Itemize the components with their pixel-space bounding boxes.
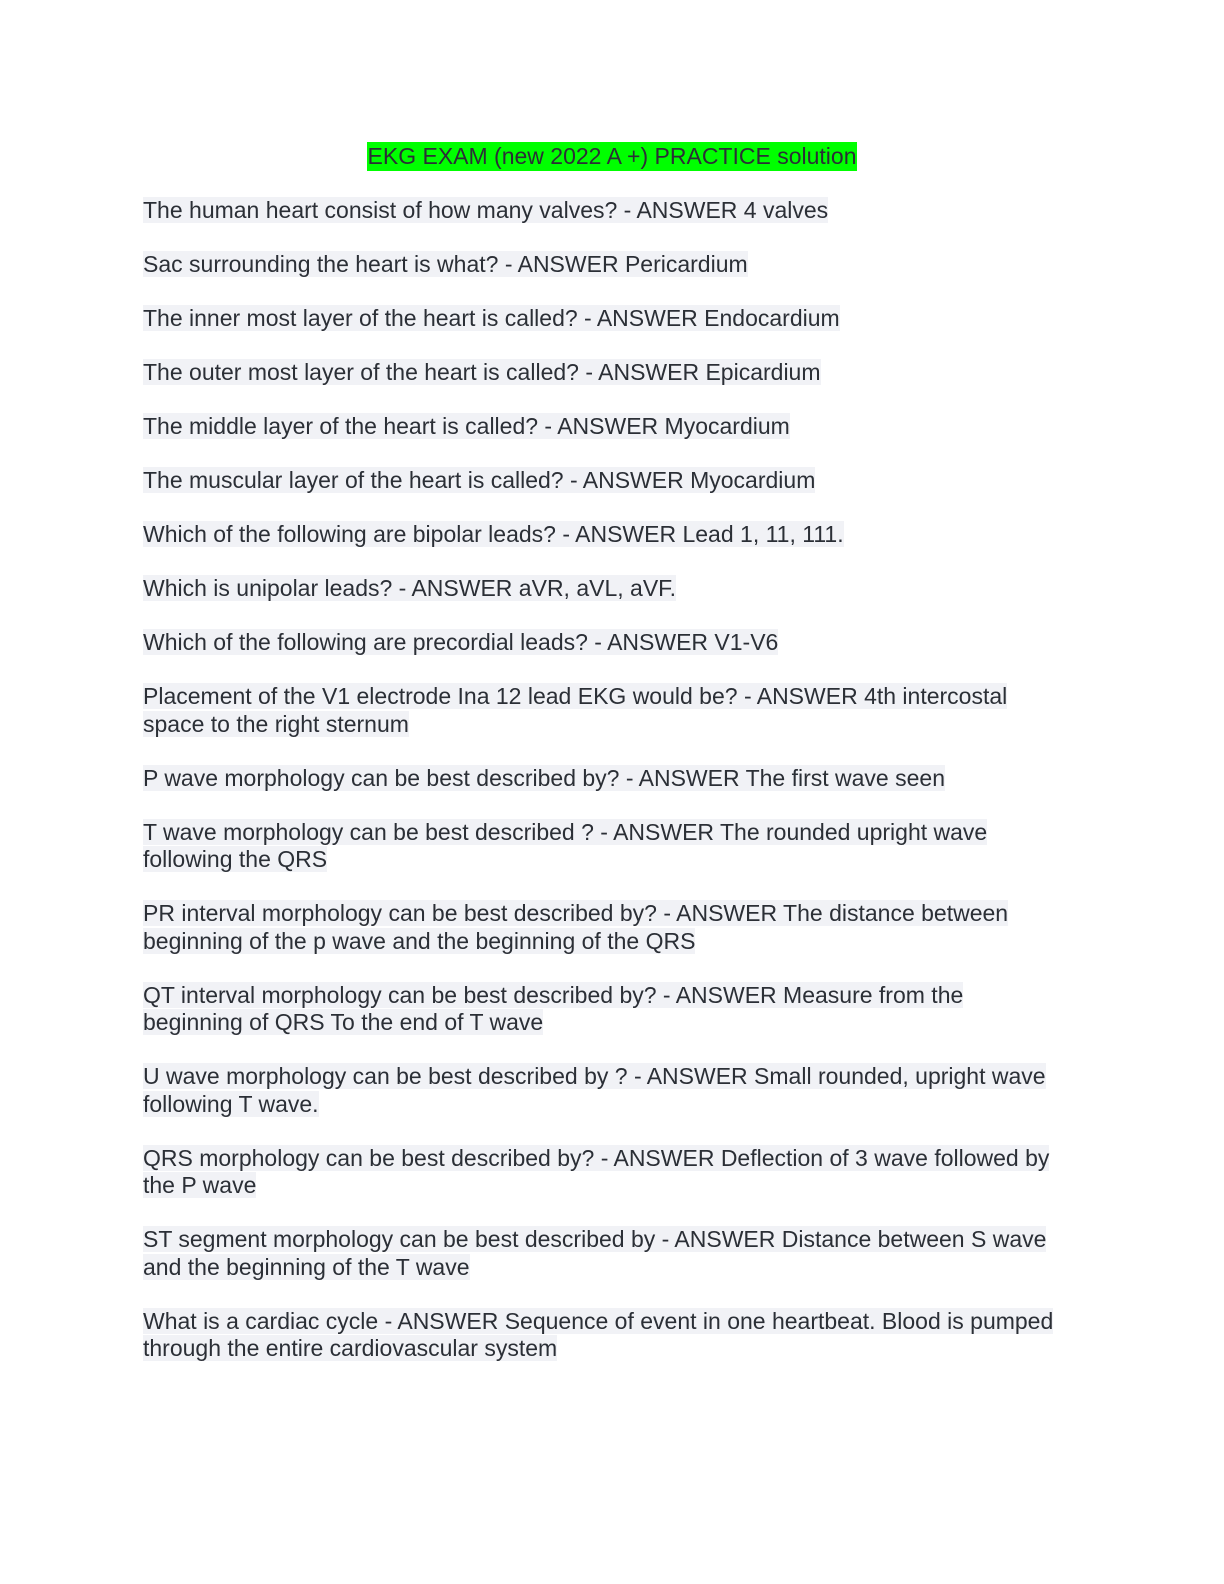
qa-item bbox=[143, 251, 1063, 279]
qa-text: QT interval morphology can be best described by? - ANSWER Measure from the beginning of QRS To the end of T wave bbox=[143, 981, 964, 1035]
qa-item bbox=[143, 1226, 1063, 1281]
qa-text: Which of the following are precordial leads? - ANSWER V1-V6 bbox=[143, 629, 779, 655]
qa-text: ST segment morphology can be best described by - ANSWER Distance between S wave and the beginning of the T wave bbox=[143, 1226, 1047, 1280]
qa-item bbox=[143, 575, 1063, 603]
qa-item bbox=[143, 629, 1063, 657]
qa-item bbox=[143, 982, 1063, 1037]
qa-item bbox=[143, 1063, 1063, 1118]
qa-text: QRS morphology can be best described by? - ANSWER Deflection of 3 wave followed by the P wave bbox=[143, 1144, 1050, 1198]
qa-text: T wave morphology can be best described ? - ANSWER The rounded upright wave following the QRS bbox=[143, 818, 988, 872]
qa-text: The middle layer of the heart is called? - ANSWER Myocardium bbox=[143, 413, 790, 439]
qa-item bbox=[143, 819, 1063, 874]
qa-text: The muscular layer of the heart is called? - ANSWER Myocardium bbox=[143, 467, 816, 493]
qa-item bbox=[143, 197, 1063, 225]
qa-text: U wave morphology can be best described by ? - ANSWER Small rounded, upright wave following T wave. bbox=[143, 1063, 1046, 1117]
qa-text: What is a cardiac cycle - ANSWER Sequence of event in one heartbeat. Blood is pumped through the entire cardiovascular system bbox=[143, 1307, 1054, 1361]
qa-item bbox=[143, 521, 1063, 549]
qa-item bbox=[143, 467, 1063, 495]
qa-item bbox=[143, 765, 1063, 793]
qa-list bbox=[143, 197, 1063, 1389]
qa-item bbox=[143, 305, 1063, 333]
qa-item bbox=[143, 413, 1063, 441]
qa-item bbox=[143, 683, 1063, 738]
qa-text: Sac surrounding the heart is what? - ANSWER Pericardium bbox=[143, 251, 748, 277]
qa-item bbox=[143, 900, 1063, 955]
qa-text: PR interval morphology can be best described by? - ANSWER The distance between beginning of the p wave and the beginning of the QRS bbox=[143, 900, 1009, 954]
qa-text: Which of the following are bipolar leads? - ANSWER Lead 1, 11, 111. bbox=[143, 521, 844, 547]
qa-text: Which is unipolar leads? - ANSWER aVR, aVL, aVF. bbox=[143, 575, 677, 601]
qa-text: P wave morphology can be best described by? - ANSWER The first wave seen bbox=[143, 764, 945, 791]
qa-text: The inner most layer of the heart is called? - ANSWER Endocardium bbox=[143, 305, 840, 331]
document-title: EKG EXAM (new 2022 A +) PRACTICE solution bbox=[367, 143, 857, 169]
qa-text: The human heart consist of how many valves? - ANSWER 4 valves bbox=[143, 197, 829, 223]
qa-text: Placement of the V1 electrode Ina 12 lead EKG would be? - ANSWER 4th intercostal space to the right sternum bbox=[143, 683, 1008, 737]
qa-item bbox=[143, 1308, 1063, 1363]
qa-text: The outer most layer of the heart is called? - ANSWER Epicardium bbox=[143, 359, 821, 385]
title-container bbox=[0, 142, 1224, 171]
qa-item bbox=[143, 359, 1063, 387]
qa-item bbox=[143, 1145, 1063, 1200]
